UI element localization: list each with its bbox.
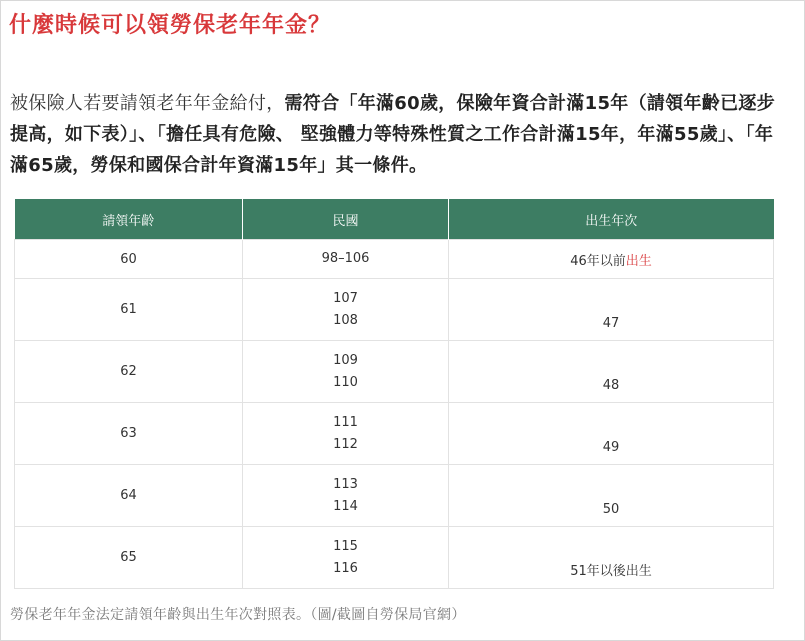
cell-age: 61 [15, 279, 243, 341]
birth-value: 48 [602, 378, 620, 393]
year-value: 98–106 [321, 251, 370, 266]
cell-age: 60 [15, 240, 243, 279]
image-caption: 勞保老年年金法定請領年齡與出生年次對照表。（圖/截圖自勞保局官網） [10, 607, 466, 623]
intro-plain-text: 被保險人若要請領老年年金給付， [10, 93, 285, 114]
cell-years [243, 403, 449, 465]
cell-birth [449, 279, 774, 341]
year-value: 113 [333, 476, 358, 492]
article-heading: 什麼時候可以領勞保老年年金？ [9, 13, 332, 38]
table-row [15, 240, 774, 279]
intro-paragraph [10, 88, 785, 181]
birth-value: 51年以後出生 [570, 564, 652, 579]
year-value: 116 [333, 560, 358, 576]
table-row [15, 527, 774, 589]
cell-years [243, 240, 449, 279]
birth-value: 50 [602, 502, 620, 517]
cell-age: 65 [15, 527, 243, 589]
cell-birth [449, 527, 774, 589]
cell-years [243, 341, 449, 403]
birth-text: 46年以前 [570, 253, 626, 269]
intro-bold-text: 需符合「年滿60歲，保險年資合計滿15年（請領年齡已逐步提高，如下表）」、「擔任具有危險、 堅強體力等特殊性質之工作合計滿15年，年滿55歲」、「年滿65歲，勞保和國保合計年資滿15年」其一條件。 [10, 93, 775, 176]
cell-birth [449, 403, 774, 465]
birth-value: 49 [602, 440, 620, 455]
table-header-row [15, 199, 774, 240]
table-row [15, 465, 774, 527]
retirement-age-table [14, 199, 774, 589]
year-value: 115 [333, 538, 358, 554]
header-birth-year: 出生年次 [449, 199, 774, 240]
header-claim-age: 請領年齡 [15, 199, 243, 240]
year-value: 108 [333, 312, 358, 328]
header-roc-year: 民國 [243, 199, 449, 240]
table-row [15, 279, 774, 341]
cell-age: 62 [15, 341, 243, 403]
cell-age: 63 [15, 403, 243, 465]
year-value: 114 [333, 498, 358, 514]
year-value: 109 [333, 352, 358, 368]
year-value: 110 [333, 374, 358, 390]
year-value: 112 [333, 436, 358, 452]
table-row [15, 341, 774, 403]
table-row [15, 403, 774, 465]
cell-years [243, 465, 449, 527]
birth-value [570, 254, 652, 269]
cell-birth [449, 341, 774, 403]
year-value: 107 [333, 290, 358, 306]
year-value: 111 [333, 414, 358, 430]
cell-birth [449, 240, 774, 279]
cell-years [243, 527, 449, 589]
cell-age: 64 [15, 465, 243, 527]
cell-birth [449, 465, 774, 527]
birth-highlight: 出生 [625, 253, 652, 269]
birth-value: 47 [602, 316, 620, 331]
cell-years [243, 279, 449, 341]
